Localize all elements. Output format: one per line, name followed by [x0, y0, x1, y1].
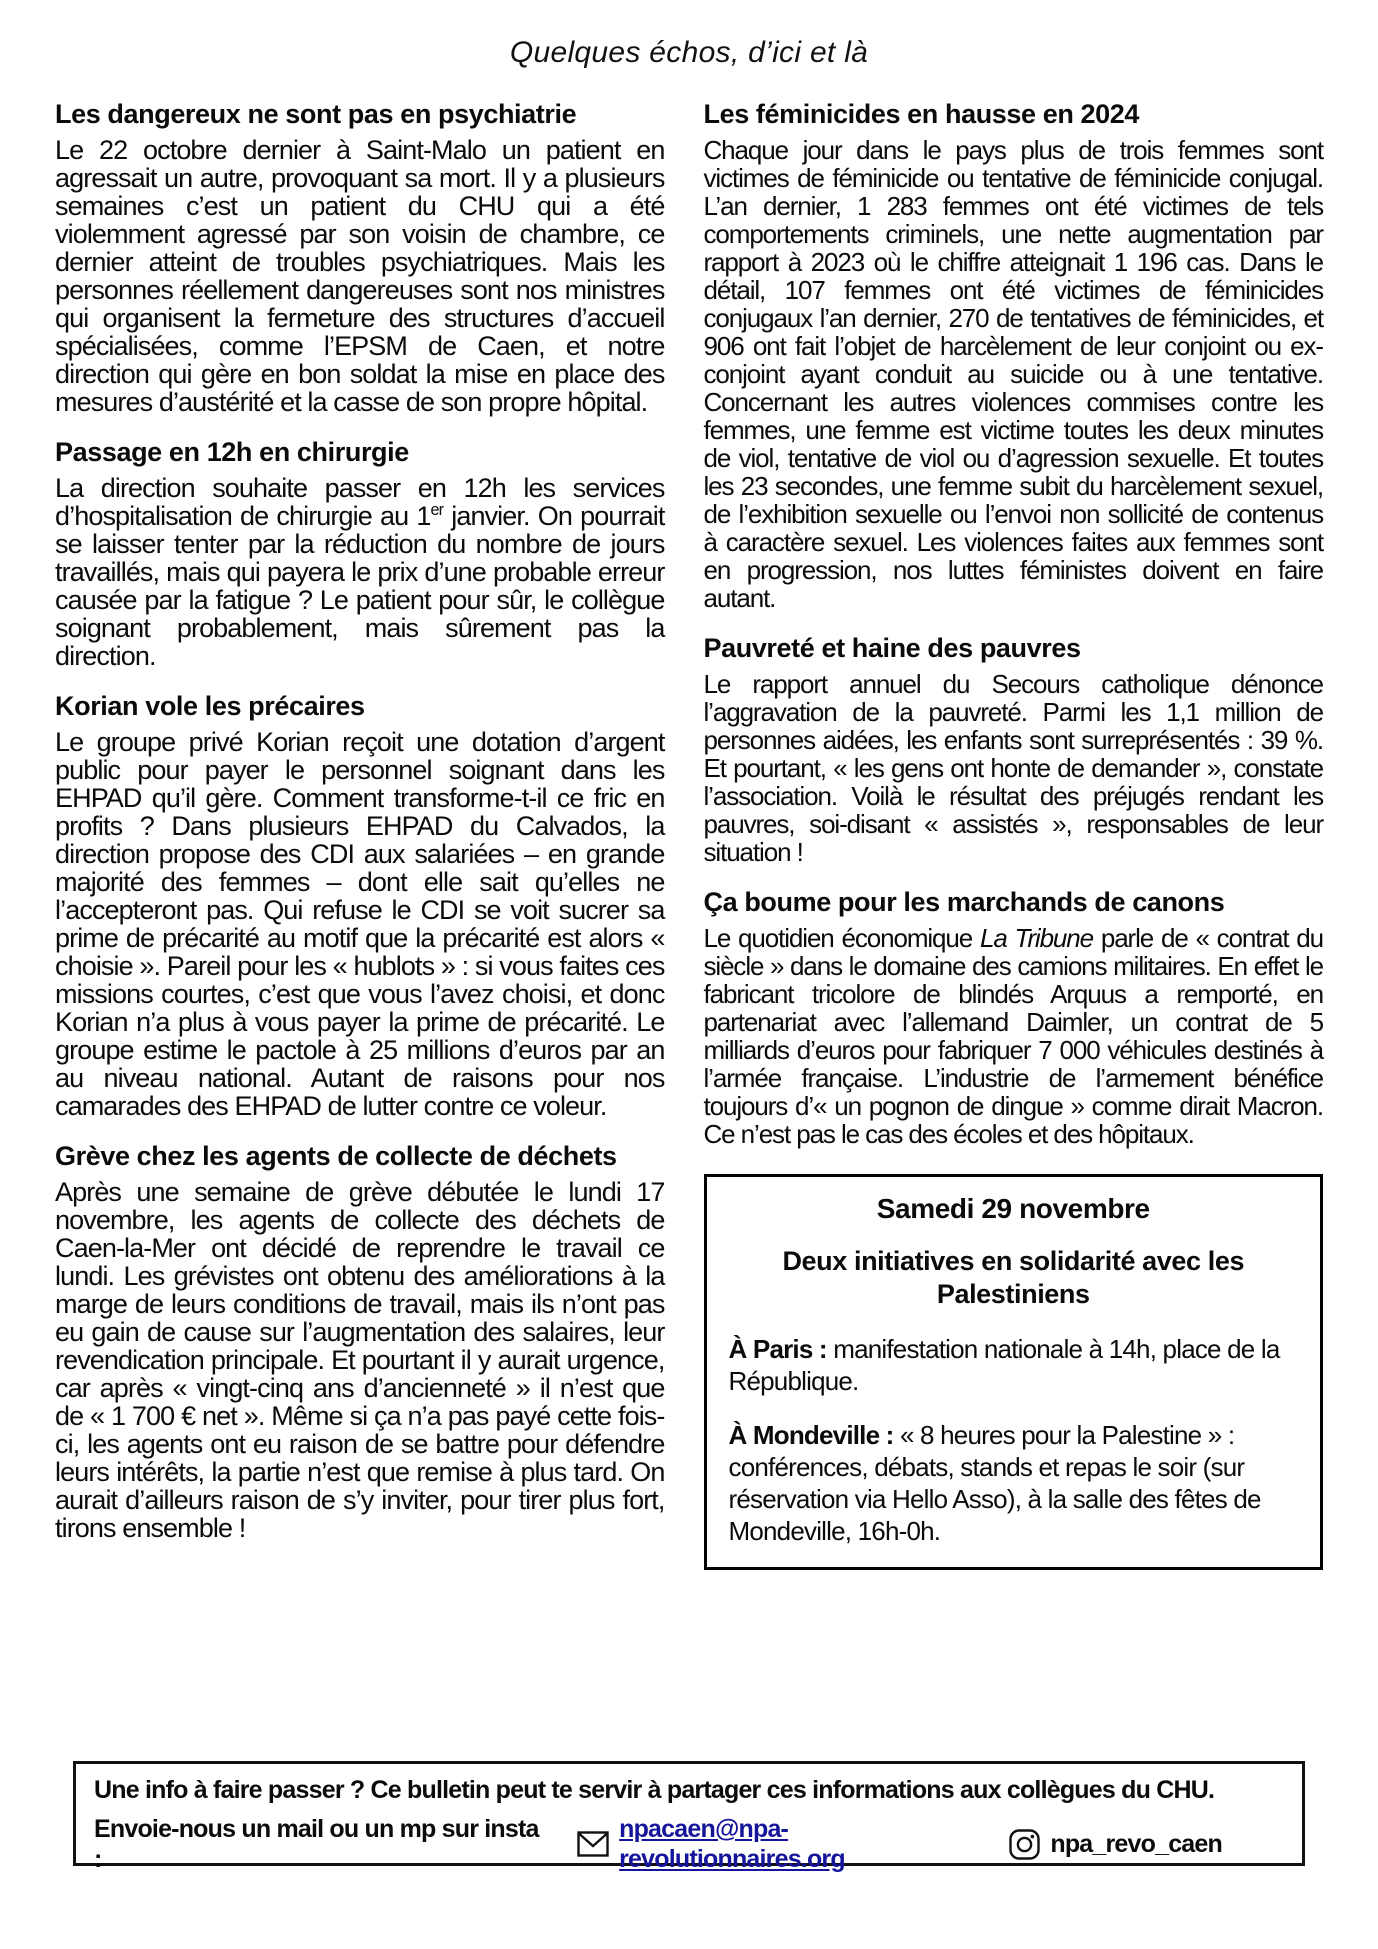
instagram-handle: npa_revo_caen [1050, 1830, 1222, 1858]
article-psychiatrie [55, 98, 665, 416]
instagram-group [1009, 1829, 1222, 1860]
footer-contact-label: Envoie-nous un mail ou un mp sur insta : [94, 1815, 539, 1873]
event-announcement-box [704, 1174, 1324, 1570]
article-body [704, 924, 1324, 1148]
left-column [55, 90, 665, 1570]
body-text: parle de « contrat du siècle » dans le domaine des camions militaires. En effet le fabricant tricolore de blindés Arquus a remporté, en partenariat avec l’allemand Daimler, un contrat de 5 milliards d’euros pour fabriquer 7 000 véhicules destinés à l’armée française. L’industrie de l’armement bénéfice toujours d’« un pognon de dingue » comme dirait Macron. Ce n’est pas le cas des écoles et des hôpitaux. [703, 923, 1323, 1149]
article-heading: Korian vole les précaires [55, 691, 365, 721]
article-body: Le groupe privé Korian reçoit une dotation d’argent public pour payer le personnel soignant dans les EHPAD qu’il gère. Comment transforme-t-il ce fric en profits ? Dans plusieurs EHPAD du Calvados, la direction propose des CDI aux salariées – en grande majorité des femmes – dont elle sait qu’elles ne l’accepteront pas. Qui refuse le CDI se voit sucrer sa prime de précarité au motif que la précarité est alors « choisie ». Pareil pour les « hublots » : si vous faites ces missions courtes, c’est que vous l’avez choisi, et donc Korian n’a plus à vous payer la prime de précarité. Le groupe estime le pactole à 25 millions d’euros par an au niveau national. Autant de raisons pour nos camarades des EHPAD de lutter contre ce voleur. [55, 727, 665, 1121]
two-column-layout [55, 90, 1323, 1570]
article-heading: Ça boume pour les marchands de canons [703, 887, 1225, 917]
article-body: Chaque jour dans le pays plus de trois femmes sont victimes de féminicide ou tentative de féminicide conjugal. L’an dernier, 1 283 femmes ont été victimes de tels comportements criminels, une nette augmentation par rapport à 2023 où le chiffre atteignait 1 196 cas. Dans le détail, 107 femmes ont été victimes de féminicides conjugaux l’an dernier, 270 de tentatives de féminicides, et 906 ont fait l’objet de harcèlement de leur conjoint ou ex-conjoint ayant conduit au suicide ou à une tentative. Concernant les autres violences commises contre les femmes, une femme est victime toutes les deux minutes de viol, tentative de viol ou d’agression sexuelle. Et toutes les 23 secondes, une femme subit du harcèlement sexuel, de l’exhibition sexuelle ou l’envoi non sollicité de contenus à caractère sexuel. Les violences faites aux femmes sont en progression, nos luttes féministes doivent en faire autant. [703, 135, 1323, 613]
article-heading: Les féminicides en hausse en 2024 [703, 99, 1140, 129]
event-item-mondeville [729, 1419, 1299, 1547]
article-heading: Pauvreté et haine des pauvres [703, 633, 1081, 663]
event-place-label: À Mondeville : [728, 1420, 894, 1450]
event-item-paris [729, 1333, 1299, 1397]
article-korian [55, 690, 665, 1120]
article-feminicides [704, 98, 1324, 612]
event-subtitle: Deux initiatives en solidarité avec les Palestiniens [782, 1246, 1245, 1309]
article-greve-dechets [55, 1140, 665, 1542]
instagram-icon [1009, 1829, 1040, 1860]
body-text: La direction souhaite passer en 12h les services d’hospitalisation de chirurgie au 1 [55, 473, 665, 531]
article-pauvrete [704, 632, 1324, 866]
right-column [704, 90, 1324, 1570]
page-title: Quelques échos, d’ici et là [509, 36, 869, 69]
body-text: janvier. On pourrait se laisser tenter par la réduction du nombre de jours travaillés, mais qui payera le prix d’une probable erreur causée par la fatigue ? Le patient pour sûr, le collègue soignant probablement, mais sûrement pas la direction. [55, 501, 665, 671]
article-body: Le rapport annuel du Secours catholique dénonce l’aggravation de la pauvreté. Parmi les 1,1 million de personnes aidées, les enfants sont surreprésentés : 39 %. Et pourtant, « les gens ont honte de demander », constate l’association. Voilà le résultat des préjugés rendant les pauvres, soi-disant « assistés », responsables de leur situation ! [703, 669, 1323, 867]
article-heading: Passage en 12h en chirurgie [55, 437, 409, 467]
article-heading: Les dangereux ne sont pas en psychiatrie [55, 99, 577, 129]
footer-contact-row [94, 1814, 1284, 1874]
ordinal-superscript: er [430, 501, 444, 519]
event-item-text: manifestation nationale à 14h, place de la République. [728, 1334, 1280, 1396]
article-body: Le 22 octobre dernier à Saint-Malo un patient en agressait un autre, provoquant sa mort. Il y a plusieurs semaines c’est un patient du CHU qui a été violemment agressé par son voisin de chambre, ce dernier atteint de troubles psychiatriques. Mais les personnes réellement dangereuses sont nos ministres qui organisent la fermeture des structures d’accueil spécialisées, comme l’EPSM de Caen, et notre direction qui gère en bon soldat la mise en place des mesures d’austérité et la casse de son propre hôpital. [55, 135, 665, 417]
body-text: Le quotidien économique [703, 923, 980, 953]
footer-message: Une info à faire passer ? Ce bulletin peut te servir à partager ces informations aux collègues du CHU. [94, 1776, 1215, 1804]
footer-contact-box [73, 1761, 1305, 1873]
journal-name-italic: La Tribune [979, 923, 1094, 953]
event-date-heading: Samedi 29 novembre [876, 1193, 1150, 1224]
envelope-icon [577, 1831, 609, 1857]
article-chirurgie-12h [55, 436, 665, 670]
article-body [55, 474, 665, 670]
article-marchands-canons [704, 886, 1324, 1148]
event-item-text: « 8 heures pour la Palestine » : conférences, débats, stands et repas le soir (sur réservation via Hello Asso), à la salle des fêtes de Mondeville, 16h-0h. [728, 1420, 1261, 1546]
email-link[interactable]: npacaen@npa-revolutionnaires.org [619, 1815, 845, 1873]
article-heading: Grève chez les agents de collecte de déchets [55, 1141, 617, 1171]
article-body: Après une semaine de grève débutée le lundi 17 novembre, les agents de collecte des déchets de Caen-la-Mer ont décidé de reprendre le travail ce lundi. Les grévistes ont obtenu des améliorations à la marge de leurs conditions de travail, mais ils n’ont pas eu gain de cause sur l’augmentation des salaires, leur revendication principale. Et pourtant il y aurait urgence, car après « vingt-cinq ans d’ancienneté » il n’est que de « 1 700 € net ». Même si ça n’a pas payé cette fois-ci, les agents ont eu raison de se battre pour défendre leurs intérêts, la partie n’est que remise à plus tard. On aurait d’ailleurs raison de s’y inviter, pour tirer plus fort, tirons ensemble ! [55, 1177, 665, 1543]
event-place-label: À Paris : [728, 1334, 827, 1364]
